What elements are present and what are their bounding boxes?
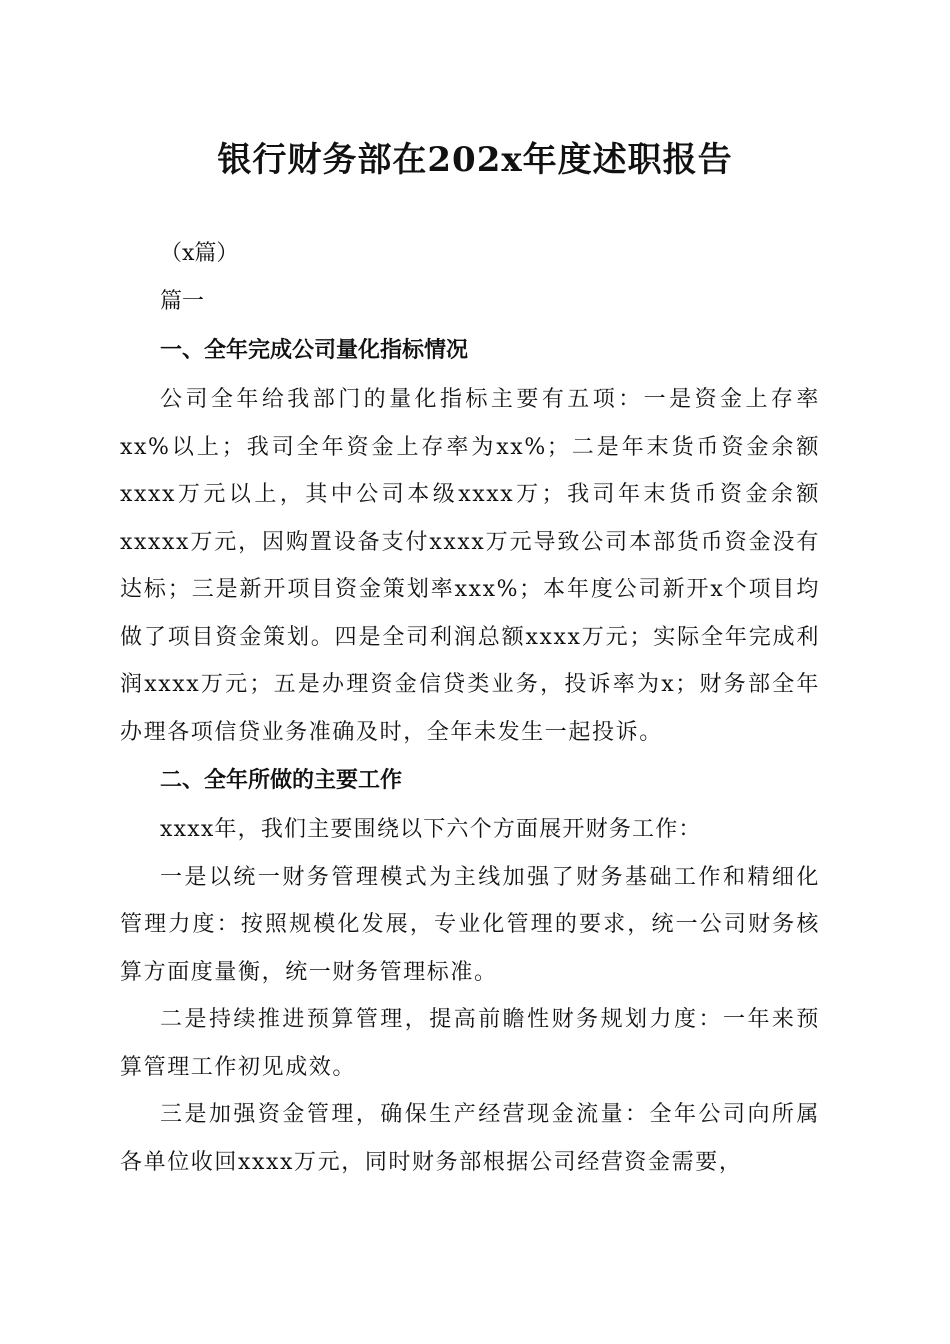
section-heading-2: 二、全年所做的主要工作 xyxy=(160,768,403,793)
section-1-paragraph: 公司全年给我部门的量化指标主要有五项：一是资金上存率xx%以上；我司全年资金上存率为xx%；二是年末货币资金余额xxxx万元以上，其中公司本级xxxx万；我司年末货币资金余额xxxxx万元，因购置设备支付xxxx万元导致公司本部货币资金没有达标；三是新开项目资金策划率xxx%；本年度公司新开x个项目均做了项目资金策划。四是全司利润总额xxxx万元；实际全年完成利润xxxx万元；五是办理资金信贷类业务，投诉率为x；财务部全年办理各项信贷业务准确及时，全年未发生一起投诉。 xyxy=(120,387,820,745)
section-2-item-1: 一是以统一财务管理模式为主线加强了财务基础工作和精细化管理力度：按照规模化发展，专业化管理的要求，统一公司财务核算方面度量衡，统一财务管理标准。 xyxy=(120,864,820,985)
section-2-item-2: 二是持续推进预算管理，提高前瞻性财务规划力度：一年来预算管理工作初见成效。 xyxy=(120,1007,820,1080)
section-2-intro: xxxx年，我们主要围绕以下六个方面展开财务工作： xyxy=(160,817,702,842)
part-label: 篇一 xyxy=(160,289,205,314)
subtitle: （x篇） xyxy=(160,241,239,266)
section-2-item-3: 三是加强资金管理，确保生产经营现金流量：全年公司向所属各单位收回xxxx万元，同时财务部根据公司经营资金需要， xyxy=(120,1102,820,1175)
document-title: 银行财务部在202x年度述职报告 xyxy=(217,140,733,180)
section-heading-1: 一、全年完成公司量化指标情况 xyxy=(160,338,469,363)
document-body xyxy=(120,230,820,1186)
